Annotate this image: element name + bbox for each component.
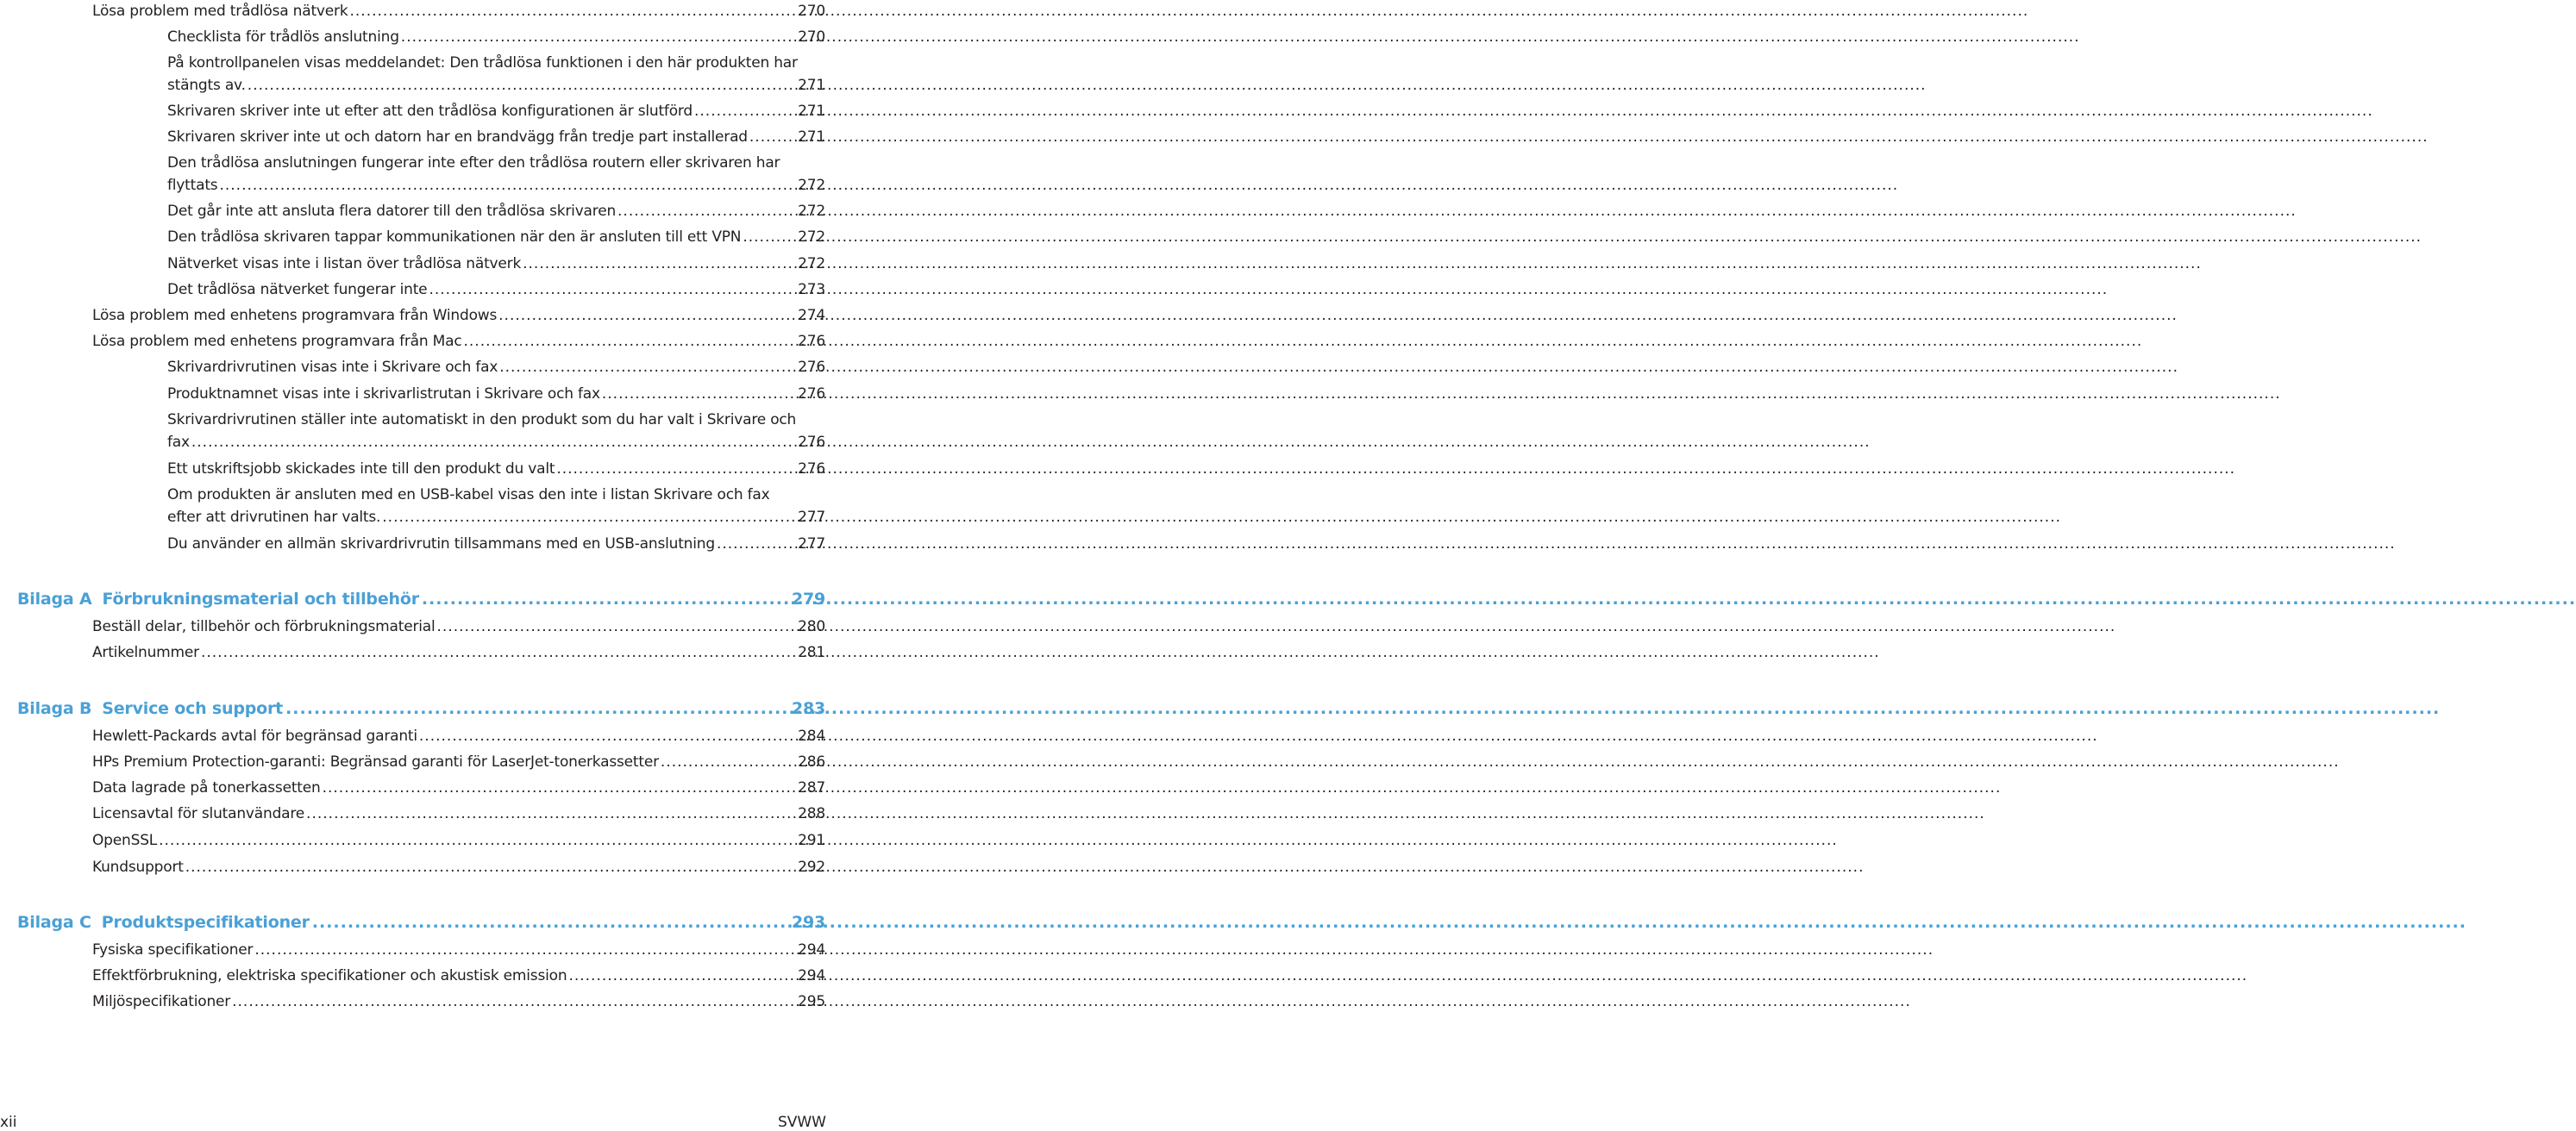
toc-entry-title: Artikelnummer	[92, 644, 199, 661]
dot-leader	[219, 175, 794, 196]
toc-entry-page: 276	[798, 460, 825, 478]
toc-entry-title: Skrivaren skriver inte ut och datorn har en brandvägg från tredje part installerad	[167, 128, 748, 146]
toc-entry[interactable]	[167, 384, 825, 404]
dot-leader	[254, 940, 794, 960]
toc-entry-title: fax	[167, 434, 190, 451]
toc-entry[interactable]	[92, 857, 825, 878]
toc-entry[interactable]	[167, 459, 825, 479]
toc-entry[interactable]	[167, 357, 825, 378]
toc-entry-page: 276	[798, 434, 825, 451]
toc-entry-page: 271	[798, 77, 825, 94]
toc-entry-page: 273	[798, 281, 825, 298]
toc-entry[interactable]	[167, 201, 825, 222]
appendix-heading[interactable]	[17, 697, 825, 720]
dot-leader	[248, 75, 794, 96]
dot-leader	[694, 101, 794, 122]
toc-entry-title: OpenSSL	[92, 832, 158, 849]
dot-leader	[556, 459, 794, 479]
toc-entry-title: HPs Premium Protection-garanti: Begränsad garanti för LaserJet-tonerkassetter	[92, 753, 659, 771]
dot-leader	[498, 305, 794, 326]
toc-entry-title: Fysiska specifikationer	[92, 941, 254, 959]
toc-entry-title: Data lagrade på tonerkassetten	[92, 779, 321, 797]
toc-entry-page: 276	[798, 359, 825, 376]
toc-entry-page: 271	[798, 103, 825, 120]
toc-entry-title: Beställ delar, tillbehör och förbrukningsmaterial	[92, 618, 436, 635]
toc-entry[interactable]	[167, 279, 825, 300]
dot-leader	[617, 201, 794, 222]
toc-entry-page: 294	[798, 941, 825, 959]
toc-entry-title-line1: Skrivardrivrutinen ställer inte automatiskt in den produkt som du har valt i Skrivare och	[167, 411, 797, 428]
dot-leader	[717, 534, 794, 554]
toc-entry[interactable]	[92, 778, 825, 798]
toc-entry-page: 274	[798, 307, 825, 324]
appendix-heading[interactable]	[17, 911, 825, 934]
toc-entry-title: Lösa problem med enhetens programvara från Mac	[92, 333, 462, 350]
toc-entry[interactable]	[167, 507, 825, 528]
toc-entry[interactable]	[167, 534, 825, 554]
toc-entry[interactable]	[92, 830, 825, 851]
toc-entry[interactable]	[92, 331, 825, 352]
toc-entry-title-line1: På kontrollpanelen visas meddelandet: Den trådlösa funktionen i den här produkten har	[167, 54, 798, 72]
toc-entry-title: Skrivaren skriver inte ut efter att den trådlösa konfigurationen är slutförd	[167, 103, 693, 120]
toc-entry[interactable]	[92, 965, 825, 986]
toc-entry-page: 287	[798, 779, 825, 797]
toc-entry-page: 272	[798, 203, 825, 220]
toc-entry-page: 272	[798, 255, 825, 272]
toc-entry[interactable]	[92, 616, 825, 637]
dot-leader	[499, 357, 794, 378]
toc-entry-title: stängts av.	[167, 77, 246, 94]
toc-entry-page: 270	[798, 28, 825, 46]
toc-entry-page: 277	[798, 509, 825, 526]
toc-entry-page: 277	[798, 535, 825, 553]
toc-entry[interactable]	[167, 75, 825, 96]
dot-leader	[159, 830, 794, 851]
appendix-label: Bilaga B	[17, 699, 92, 718]
appendix-title: Förbrukningsmaterial och tillbehör	[102, 590, 419, 609]
toc-entry[interactable]	[167, 101, 825, 122]
toc-entry[interactable]	[167, 432, 825, 453]
appendix-page: 283	[791, 699, 825, 718]
toc-entry-title: Lösa problem med trådlösa nätverk	[92, 3, 348, 20]
appendix-label: Bilaga C	[17, 913, 91, 932]
dot-leader	[191, 432, 794, 453]
toc-entry-title: Det trådlösa nätverket fungerar inte	[167, 281, 428, 298]
dot-leader	[422, 588, 788, 610]
toc-entry-title: Nätverket visas inte i listan över trådlösa nätverk	[167, 255, 522, 272]
dot-leader	[419, 726, 794, 747]
toc-entry[interactable]	[92, 1, 825, 22]
toc-entry[interactable]	[167, 253, 825, 274]
toc-entry-title-line1: Den trådlösa anslutningen fungerar inte efter den trådlösa routern eller skrivaren har	[167, 154, 780, 172]
dot-leader	[464, 331, 795, 352]
toc-entry-page: 272	[798, 177, 825, 194]
toc-entry[interactable]	[92, 803, 825, 824]
dot-leader	[232, 991, 794, 1012]
toc-entry[interactable]	[167, 127, 825, 147]
toc-entry-title: Hewlett-Packards avtal för begränsad garanti	[92, 728, 417, 745]
dot-leader	[523, 253, 794, 274]
toc-entry-title: Skrivardrivrutinen visas inte i Skrivare och fax	[167, 359, 498, 376]
dot-leader	[568, 965, 794, 986]
dot-leader	[306, 803, 794, 824]
toc-entry-title: Kundsupport	[92, 859, 184, 876]
appendix-title: Produktspecifikationer	[101, 913, 310, 932]
toc-entry-page: 272	[798, 228, 825, 246]
toc-entry-page: 276	[798, 385, 825, 403]
appendix-heading[interactable]	[17, 588, 825, 610]
dot-leader	[429, 279, 794, 300]
toc-entry[interactable]	[167, 27, 825, 47]
toc-entry-page: 270	[798, 3, 825, 20]
toc-entry-title: Den trådlösa skrivaren tappar kommunikationen när den är ansluten till ett VPN	[167, 228, 742, 246]
toc-entry-page: 276	[798, 333, 825, 350]
toc-entry-title-line1: Om produkten är ansluten med en USB-kabel visas den inte i listan Skrivare och fax	[167, 486, 770, 503]
dot-leader	[743, 227, 794, 247]
toc-entry[interactable]	[92, 726, 825, 747]
toc-entry-page: 281	[798, 644, 825, 661]
toc-entry[interactable]	[92, 305, 825, 326]
dot-leader	[382, 507, 794, 528]
toc-entry-title: Ett utskriftsjobb skickades inte till den produkt du valt	[167, 460, 555, 478]
toc-entry-title: efter att drivrutinen har valts.	[167, 509, 381, 526]
toc-entry-title: Lösa problem med enhetens programvara från Windows	[92, 307, 498, 324]
dot-leader	[401, 27, 794, 47]
footer-doc-code: SVWW	[777, 1114, 826, 1131]
toc-entry-title: Produktnamnet visas inte i skrivarlistrutan i Skrivare och fax	[167, 385, 600, 403]
dot-leader	[323, 778, 795, 798]
toc-entry[interactable]	[92, 642, 825, 663]
dot-leader	[285, 697, 788, 720]
toc-entry-page: 284	[798, 728, 825, 745]
toc-entry[interactable]	[92, 752, 825, 772]
toc-entry-title: Det går inte att ansluta flera datorer till den trådlösa skrivaren	[167, 203, 617, 220]
toc-entry-title: Licensavtal för slutanvändare	[92, 805, 305, 822]
dot-leader	[602, 384, 794, 404]
appendix-page: 293	[791, 913, 825, 932]
toc-entry[interactable]	[167, 227, 825, 247]
toc-entry-page: 271	[798, 128, 825, 146]
dot-leader	[437, 616, 795, 637]
dot-leader	[185, 857, 794, 878]
dot-leader	[661, 752, 794, 772]
toc-entry[interactable]	[167, 175, 825, 196]
toc-entry-page: 286	[798, 753, 825, 771]
appendix-label: Bilaga A	[17, 590, 92, 609]
appendix-title: Service och support	[102, 699, 284, 718]
toc-entry-page: 280	[798, 618, 825, 635]
toc-entry[interactable]	[92, 940, 825, 960]
footer-page-number: xii	[0, 1114, 17, 1131]
toc-entry-title: Du använder en allmän skrivardrivrutin tillsammans med en USB-anslutning	[167, 535, 715, 553]
dot-leader	[312, 911, 788, 934]
toc-entry-page: 292	[798, 859, 825, 876]
toc-entry-title: flyttats	[167, 177, 218, 194]
toc-entry-title: Miljöspecifikationer	[92, 993, 231, 1010]
appendix-page: 279	[791, 590, 825, 609]
toc-entry-page: 295	[798, 993, 825, 1010]
dot-leader	[749, 127, 794, 147]
toc-entry-title: Effektförbrukning, elektriska specifikationer och akustisk emission	[92, 967, 567, 984]
toc-entry-page: 294	[798, 967, 825, 984]
toc-entry-page: 288	[798, 805, 825, 822]
toc-entry-page: 291	[798, 832, 825, 849]
dot-leader	[201, 642, 794, 663]
dot-leader	[350, 1, 795, 22]
toc-entry-title: Checklista för trådlös anslutning	[167, 28, 399, 46]
toc-entry[interactable]	[92, 991, 825, 1012]
